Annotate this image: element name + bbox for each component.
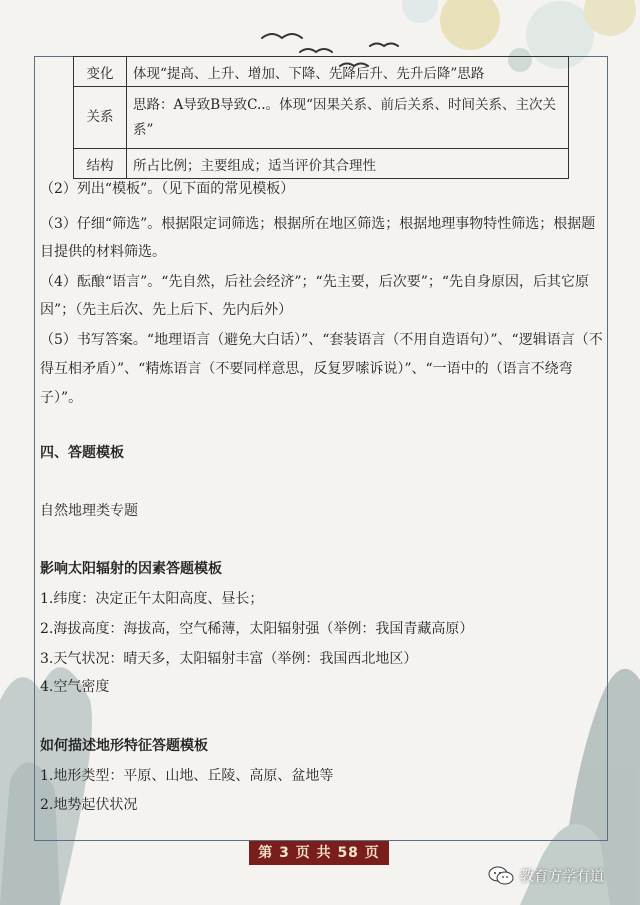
template-title: 如何描述地形特征答题模板 (40, 738, 208, 754)
step-5: （5）书写答案。“地理语言（避免大白话）”、“套装语言（不用自造语句）”、“逻辑语言（不得互相矛盾）”、“精炼语言（不要同样意思，反复罗嗦诉说）”、“一语中的（语言不绕弯子）”。 (40, 332, 603, 406)
brand-watermark (488, 866, 604, 886)
table-key: 变化 (74, 57, 127, 87)
step-2: （2）列出“模板”。（见下面的常见模板） (40, 181, 295, 197)
table-key: 关系 (74, 87, 127, 149)
table-key: 结构 (74, 149, 127, 179)
table-value: 体现“提高、上升、增加、下降、先降后升、先升后降”思路 (127, 57, 569, 87)
table-value: 所占比例；主要组成；适当评价其合理性 (127, 149, 569, 179)
section-title: 四、答题模板 (40, 445, 124, 461)
table-row (74, 57, 569, 87)
list-item: 4.空气密度 (40, 679, 110, 695)
brand-name: 教育方学有道 (520, 869, 604, 885)
step-3: （3）仔细“筛选”。根据限定词筛选；根据所在地区筛选；根据地理事物特性筛选；根据题目提供的材料筛选。 (40, 216, 596, 260)
template-title: 影响太阳辐射的因素答题模板 (40, 561, 222, 577)
list-item: 2.海拔高度：海拔高，空气稀薄，太阳辐射强（举例：我国青藏高原） (40, 621, 474, 637)
criteria-table (73, 56, 569, 179)
sub-category: 自然地理类专题 (40, 503, 138, 519)
list-item: 1.纬度：决定正午太阳高度、昼长； (40, 591, 264, 607)
table-row (74, 149, 569, 179)
step-4: （4）酝酿“语言”。“先自然，后社会经济”；“先主要，后次要”；“先自身原因，后其它原因”；（先主后次、先上后下、先内后外） (40, 274, 590, 318)
page-indicator: 第 3 页 共 58 页 (249, 841, 389, 865)
wechat-icon (488, 866, 514, 886)
list-item: 3.天气状况：晴天多，太阳辐射丰富（举例：我国西北地区） (40, 651, 418, 667)
table-row (74, 87, 569, 149)
list-item: 2.地势起伏状况 (40, 797, 138, 813)
table-value: 思路：A导致B导致C..。体现“因果关系、前后关系、时间关系、主次关系” (127, 87, 569, 149)
list-item: 1.地形类型：平原、山地、丘陵、高原、盆地等 (40, 768, 334, 784)
